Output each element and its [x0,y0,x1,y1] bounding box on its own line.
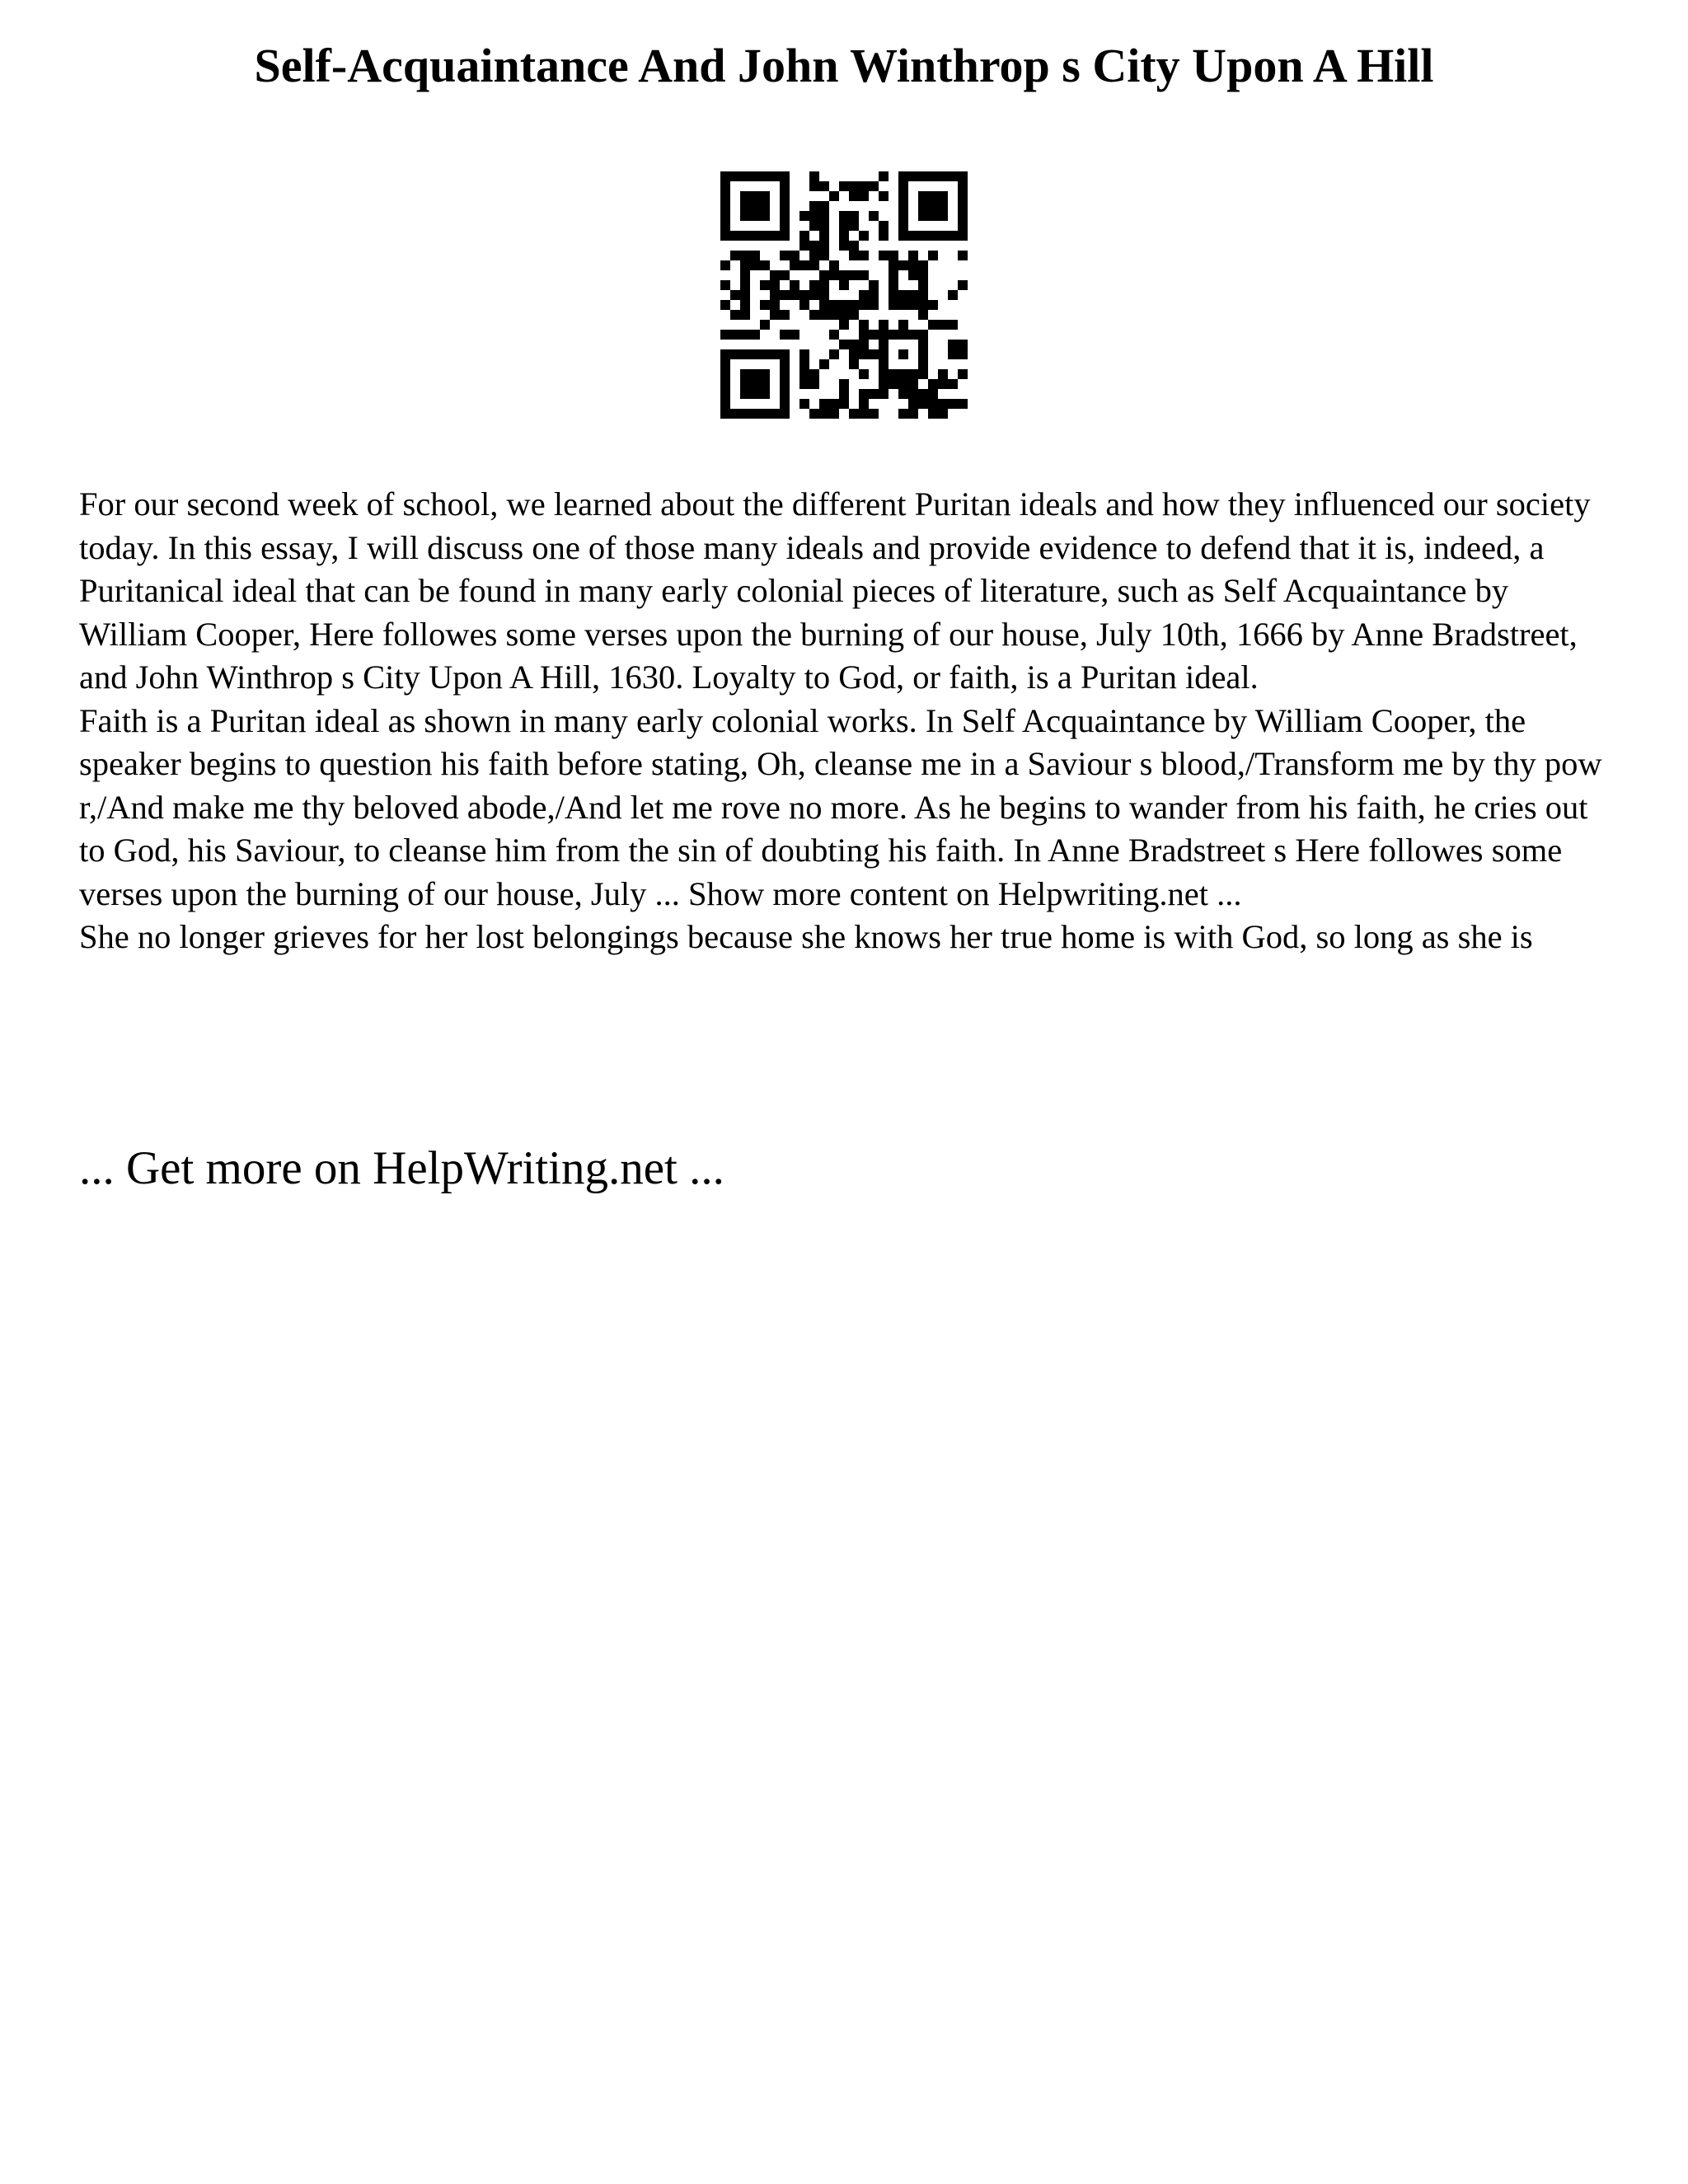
essay-body [79,483,1620,959]
paragraph-faith: Faith is a Puritan ideal as shown in many early colonial works. In Self Acquaintance by William Cooper, the speaker begins to question his faith before stating, Oh, cleanse me in a Saviour s blood,/Transform me by thy pow r,/And make me thy beloved abode,/And let me rove no more. As he begins to wander from his faith, he cries out to God, his Saviour, to cleanse him from the sin of doubting his faith. In Anne Bradstreet s Here followes some verses upon the burning of our house, July ... Show more content on Helpwriting.net ... [79,701,1602,912]
paragraph-conclusion: She no longer grieves for her lost belongings because she knows her true home is with God, so long as she is [79,918,1533,955]
get-more-link[interactable]: ... Get more on HelpWriting.net ... [79,1142,724,1194]
qr-code-graphic [720,171,968,419]
qr-code-icon [720,171,968,419]
page-title: Self-Acquaintance And John Winthrop s City Upon A Hill [254,39,1434,92]
paragraph-intro: For our second week of school, we learned about the different Puritan ideals and how they influenced our society today. In this essay, I will discuss one of those many ideals and provide evidence to defend that it is, indeed, a Puritanical ideal that can be found in many early colonial pieces of literature, such as Self Acquaintance by William Cooper, Here followes some verses upon the burning of our house, July 10th, 1666 by Anne Bradstreet, and John Winthrop s City Upon A Hill, 1630. Loyalty to God, or faith, is a Puritan ideal. [79,485,1591,696]
